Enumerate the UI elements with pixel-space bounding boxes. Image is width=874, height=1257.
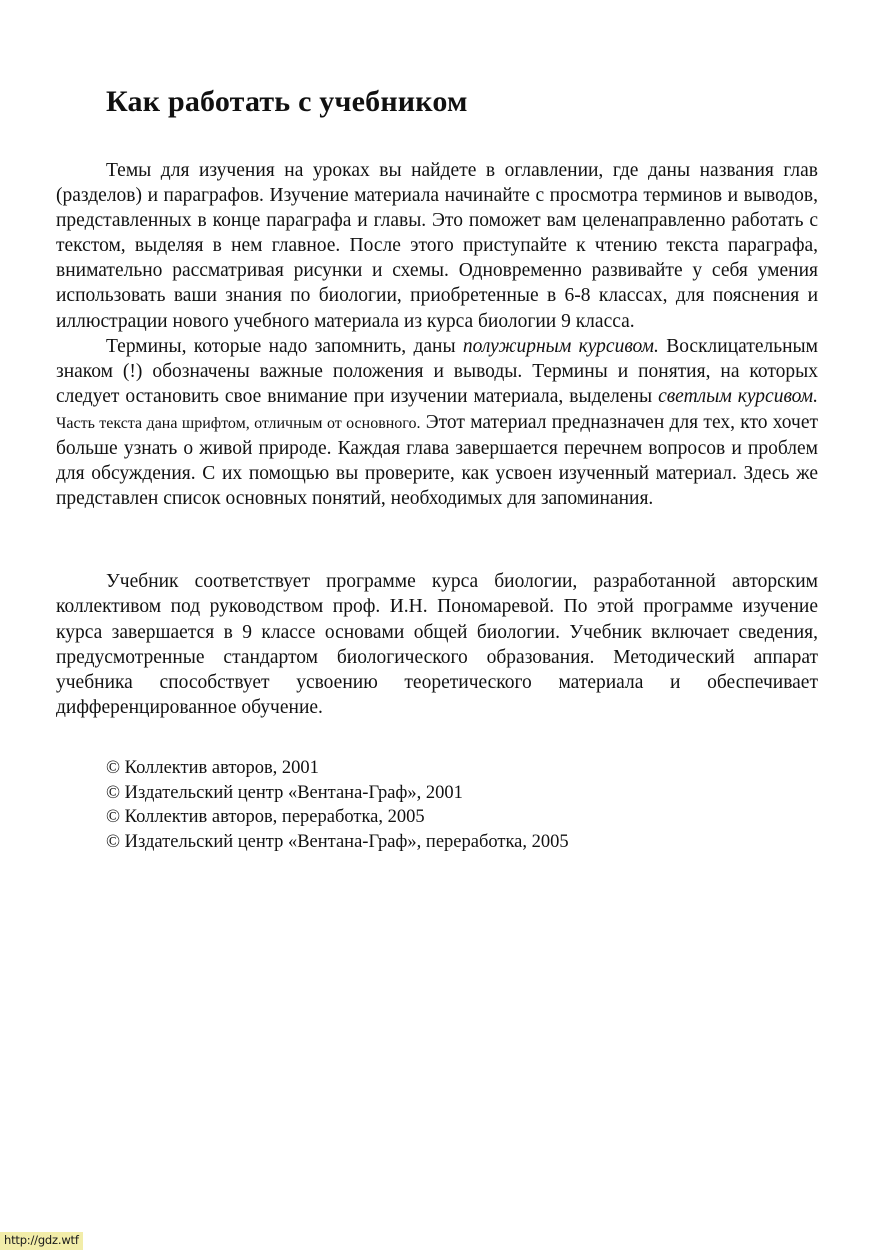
copyright-block bbox=[106, 756, 569, 854]
paragraph-terms-run-1: Термины, которые надо запомнить, даны bbox=[106, 335, 463, 357]
paragraph-intro bbox=[56, 158, 818, 334]
emphasis-light-italic-term: светлым курсивом. bbox=[658, 385, 819, 407]
emphasis-bold-italic-term: полужирным курсивом. bbox=[462, 335, 659, 357]
copyright-line: © Издательский центр «Вентана-Граф», переработка, 2005 bbox=[106, 831, 569, 852]
paragraph-terms bbox=[56, 334, 818, 512]
paragraph-terms-run-3: Этот материал предназначен для тех, кто хочет больше узнать о живой природе. Каждая глава завершается перечнем вопросов и проблем для обсуждения. С их помощью вы проверите, как усвоен изученный материал. Здесь же представлен список основных понятий, необходимых для запоминания. bbox=[56, 411, 819, 510]
paragraph-spacer bbox=[56, 511, 818, 569]
paragraph-program bbox=[56, 569, 818, 720]
small-font-note: Часть текста дана шрифтом, отличным от основного. bbox=[56, 414, 421, 432]
page-title: Как работать с учебником bbox=[106, 85, 468, 118]
copyright-line: © Издательский центр «Вентана-Граф», 2001 bbox=[106, 782, 463, 803]
copyright-line: © Коллектив авторов, 2001 bbox=[106, 758, 319, 778]
watermark-url[interactable]: http://gdz.wtf bbox=[0, 1232, 83, 1250]
paragraph-program-text: Учебник соответствует программе курса биологии, разработанной авторским коллективом под руководством проф. И.Н. Пономаревой. По этой программе изучение курса завершается в 9 классе основами общей биологии. Учебник включает сведения, предусмотренные стандартом биологического образования. Методический аппарат учебника способствует усвоению теоретического материала и обеспечивает дифференцированное обучение. bbox=[56, 571, 818, 718]
paragraph-terms-run-2: Восклицательным знаком (!) обозначены важные положения и выводы. Термины и понятия, на которых следует остановить свое внимание при изучении материала, выделены bbox=[56, 335, 818, 407]
body-text-block bbox=[56, 158, 818, 720]
copyright-line: © Коллектив авторов, переработка, 2005 bbox=[106, 807, 425, 828]
paragraph-intro-text: Темы для изучения на уроках вы найдете в оглавлении, где даны названия глав (разделов) и параграфов. Изучение материала начинайте с просмотра терминов и выводов, представленных в конце параграфа и главы. Это поможет вам целенаправленно работать с текстом, выделяя в нем главное. После этого приступайте к чтению текста параграфа, внимательно рассматривая рисунки и схемы. Одновременно развивайте у себя умения использовать ваши знания по биологии, приобретенные в 6-8 классах, для пояснения и иллюстрации нового учебного материала из курса биологии 9 класса. bbox=[56, 160, 818, 332]
